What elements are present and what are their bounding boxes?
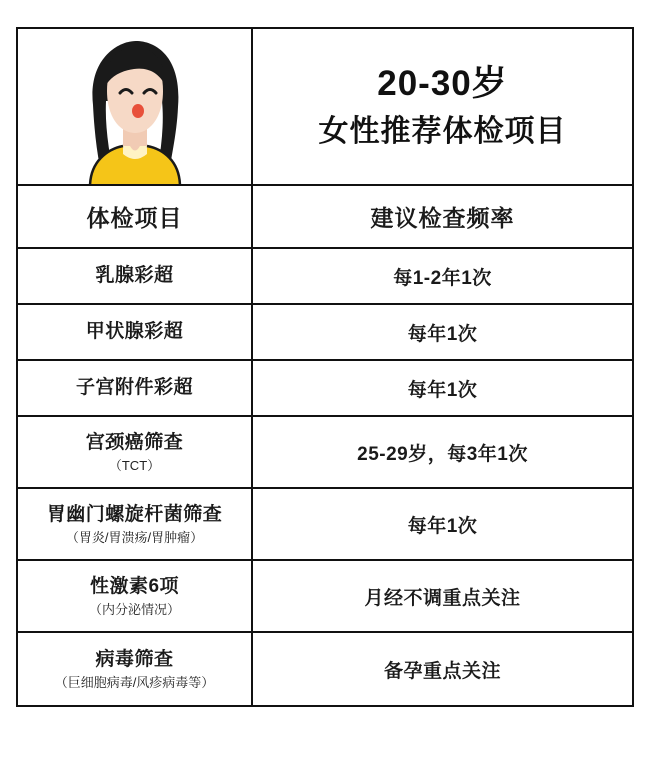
item-frequency: 25-29岁，每3年1次	[357, 443, 528, 465]
item-frequency: 每年1次	[407, 379, 478, 401]
item-frequency: 每年1次	[407, 323, 478, 345]
row-frequency-cell	[253, 361, 632, 415]
row-item-cell	[18, 305, 253, 359]
item-note: （巨细胞病毒/风疹病毒等）	[54, 674, 215, 690]
row-item-cell	[18, 417, 253, 487]
column-header-item: 体检项目	[18, 186, 253, 247]
title-subject: 女性推荐体检项目	[318, 114, 567, 148]
row-frequency-cell	[253, 305, 632, 359]
table-row	[18, 417, 632, 489]
row-item-cell	[18, 249, 253, 303]
title-block	[253, 29, 632, 184]
column-header-frequency: 建议检查频率	[370, 205, 515, 231]
table-row	[18, 361, 632, 417]
illustration-cell	[18, 29, 253, 184]
item-frequency: 备孕重点关注	[383, 660, 501, 682]
item-name: 性激素6项	[89, 575, 180, 597]
row-frequency-cell	[253, 249, 632, 303]
row-item-cell	[18, 561, 253, 631]
table-row	[18, 305, 632, 361]
item-note: （TCT）	[108, 457, 161, 473]
row-item-cell	[18, 361, 253, 415]
woman-illustration	[60, 35, 210, 184]
table-row	[18, 249, 632, 305]
item-note: （内分泌情况）	[88, 601, 180, 617]
row-frequency-cell	[253, 489, 632, 559]
row-frequency-cell	[253, 561, 632, 631]
row-frequency-cell	[253, 417, 632, 487]
table-header-band	[18, 29, 632, 186]
item-note: （胃炎/胃溃疡/胃肿瘤）	[65, 529, 204, 545]
item-name: 胃幽门螺旋杆菌筛查	[46, 503, 223, 525]
column-header-row	[18, 186, 632, 249]
table-row	[18, 633, 632, 705]
item-frequency: 月经不调重点关注	[364, 587, 521, 609]
table-row	[18, 561, 632, 633]
row-frequency-cell	[253, 633, 632, 705]
health-checkup-table	[16, 27, 634, 707]
row-item-cell	[18, 633, 253, 705]
item-name: 子宫附件彩超	[75, 377, 193, 399]
title-age-range: 20-30岁	[377, 64, 508, 104]
item-frequency: 每年1次	[407, 515, 478, 537]
table-row	[18, 489, 632, 561]
item-name: 乳腺彩超	[95, 265, 174, 287]
item-name: 病毒筛查	[95, 648, 174, 670]
item-name: 甲状腺彩超	[85, 321, 184, 343]
item-name: 宫颈癌筛查	[85, 431, 184, 453]
item-frequency: 每1-2年1次	[393, 267, 492, 289]
row-item-cell	[18, 489, 253, 559]
